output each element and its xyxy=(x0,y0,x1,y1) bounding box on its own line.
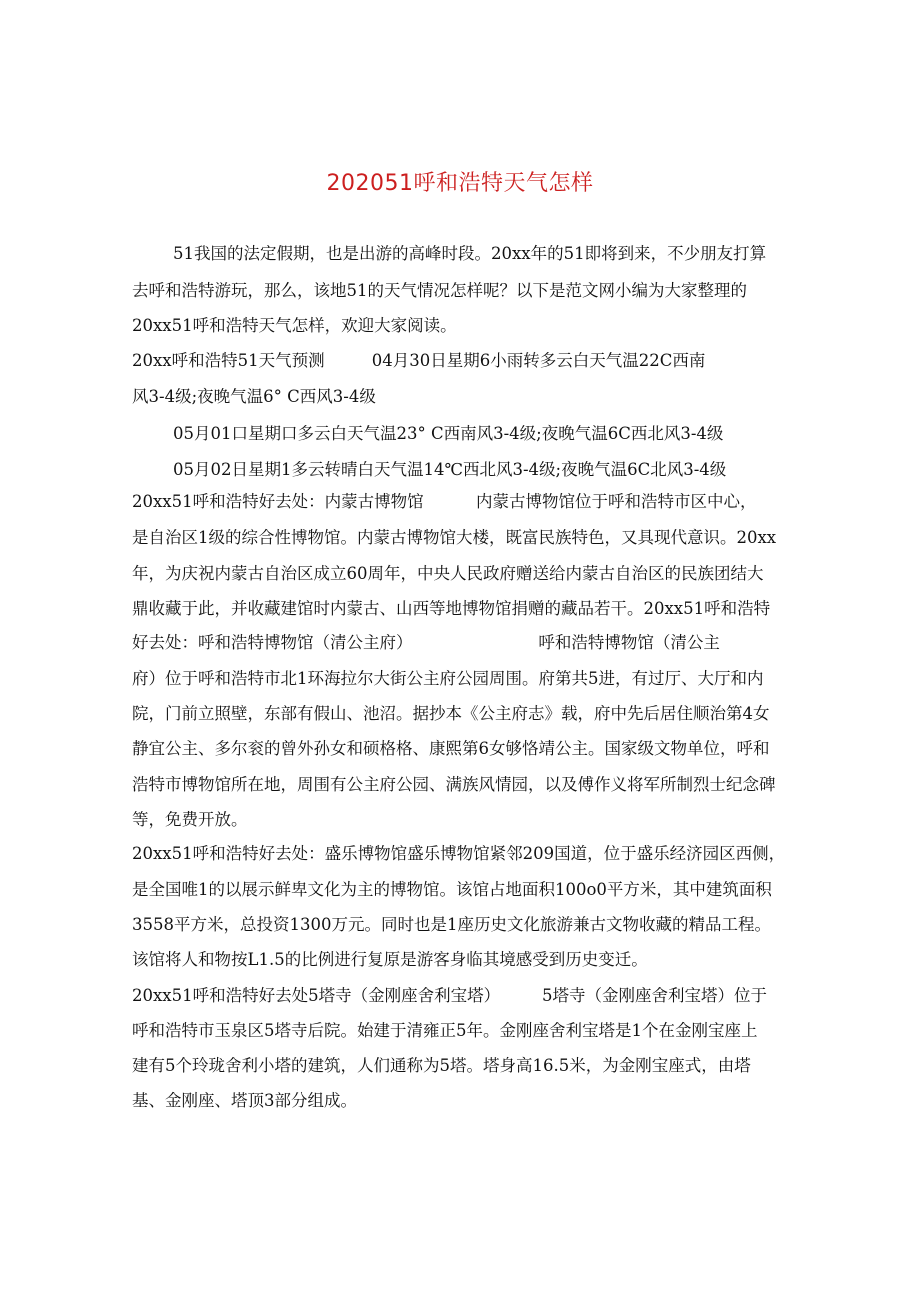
text-line: 好去处：呼和浩特博物馆（清公主府） 呼和浩特博物馆（清公主 xyxy=(132,633,720,652)
text-line: 05月01口星期口多云白天气温23° C西南风3-4级;夜晚气温6C西北风3-4级 xyxy=(173,424,724,443)
text-line: 是全国唯1的以展示鲜卑文化为主的博物馆。该馆占地面积100o0平方米，其中建筑面积 xyxy=(132,880,772,899)
text-line: 呼和浩特市玉泉区5塔寺后院。始建于清雍正5年。金刚座舍利宝塔是1个在金刚宝座上 xyxy=(132,1021,758,1040)
text-line: 20xx呼和浩特51天气预测 04月30日星期6小雨转多云白天气温22C西南 xyxy=(132,351,706,370)
document-title: 202051呼和浩特天气怎样 xyxy=(326,171,594,196)
text-line: 府）位于呼和浩特市北1环海拉尔大街公主府公园周围。府第共5进，有过厅、大厅和内 xyxy=(132,669,764,688)
text-line: 基、金刚座、塔顶3部分组成。 xyxy=(132,1091,357,1110)
text-line: 年，为庆祝内蒙古自治区成立60周年，中央人民政府赠送给内蒙古自治区的民族团结大 xyxy=(132,564,764,583)
text-line: 20xx51呼和浩特好去处5塔寺（金刚座舍利宝塔） 5塔寺（金刚座舍利宝塔）位于 xyxy=(132,986,768,1005)
text-line: 3558平方米，总投资1300万元。同时也是1座历史文化旅游兼古文物收藏的精品工程。 xyxy=(132,915,771,934)
text-line: 等，免费开放。 xyxy=(132,810,248,829)
text-line: 是自治区1级的综合性博物馆。内蒙古博物馆大楼，既富民族特色，又具现代意识。20xx xyxy=(132,528,777,547)
text-line: 05月02日星期1多云转晴白天气温14℃西北风3-4级;夜晚气温6C北风3-4级 xyxy=(173,460,727,479)
text-line: 建有5个玲珑舍利小塔的建筑，人们通称为5塔。塔身高16.5米，为金刚宝座式，由塔 xyxy=(132,1056,751,1075)
text-line: 风3-4级;夜晚气温6° C西风3-4级 xyxy=(132,387,376,406)
text-line: 浩特市博物馆所在地，周围有公主府公园、满族风情园，以及傅作义将军所制烈士纪念碑 xyxy=(132,775,776,794)
text-line: 院，门前立照壁，东部有假山、池沼。据抄本《公主府志》载，府中先后居住顺治第4女 xyxy=(132,704,770,723)
text-line: 20xx51呼和浩特天气怎样，欢迎大家阅读。 xyxy=(132,316,457,335)
text-line: 51我国的法定假期，也是出游的高峰时段。20xx年的51即将到来，不少朋友打算 xyxy=(173,244,767,263)
text-line: 20xx51呼和浩特好去处：盛乐博物馆盛乐博物馆紧邻209国道，位于盛乐经济园区西侧， xyxy=(132,844,786,863)
text-line: 去呼和浩特游玩，那么，该地51的天气情况怎样呢？以下是范文网小编为大家整理的 xyxy=(132,281,747,300)
text-line: 静宜公主、多尔衮的曾外孙女和硕格格、康熙第6女够恪靖公主。国家级文物单位，呼和 xyxy=(132,739,770,758)
text-line: 鼎收藏于此，并收藏建馆时内蒙古、山西等地博物馆捐赠的藏品若干。20xx51呼和浩特 xyxy=(132,599,771,618)
text-line: 20xx51呼和浩特好去处：内蒙古博物馆 内蒙古博物馆位于呼和浩特市区中心， xyxy=(132,492,757,511)
text-line: 该馆将人和物按L1.5的比例进行复原是游客身临其境感受到历史变迁。 xyxy=(132,950,648,969)
